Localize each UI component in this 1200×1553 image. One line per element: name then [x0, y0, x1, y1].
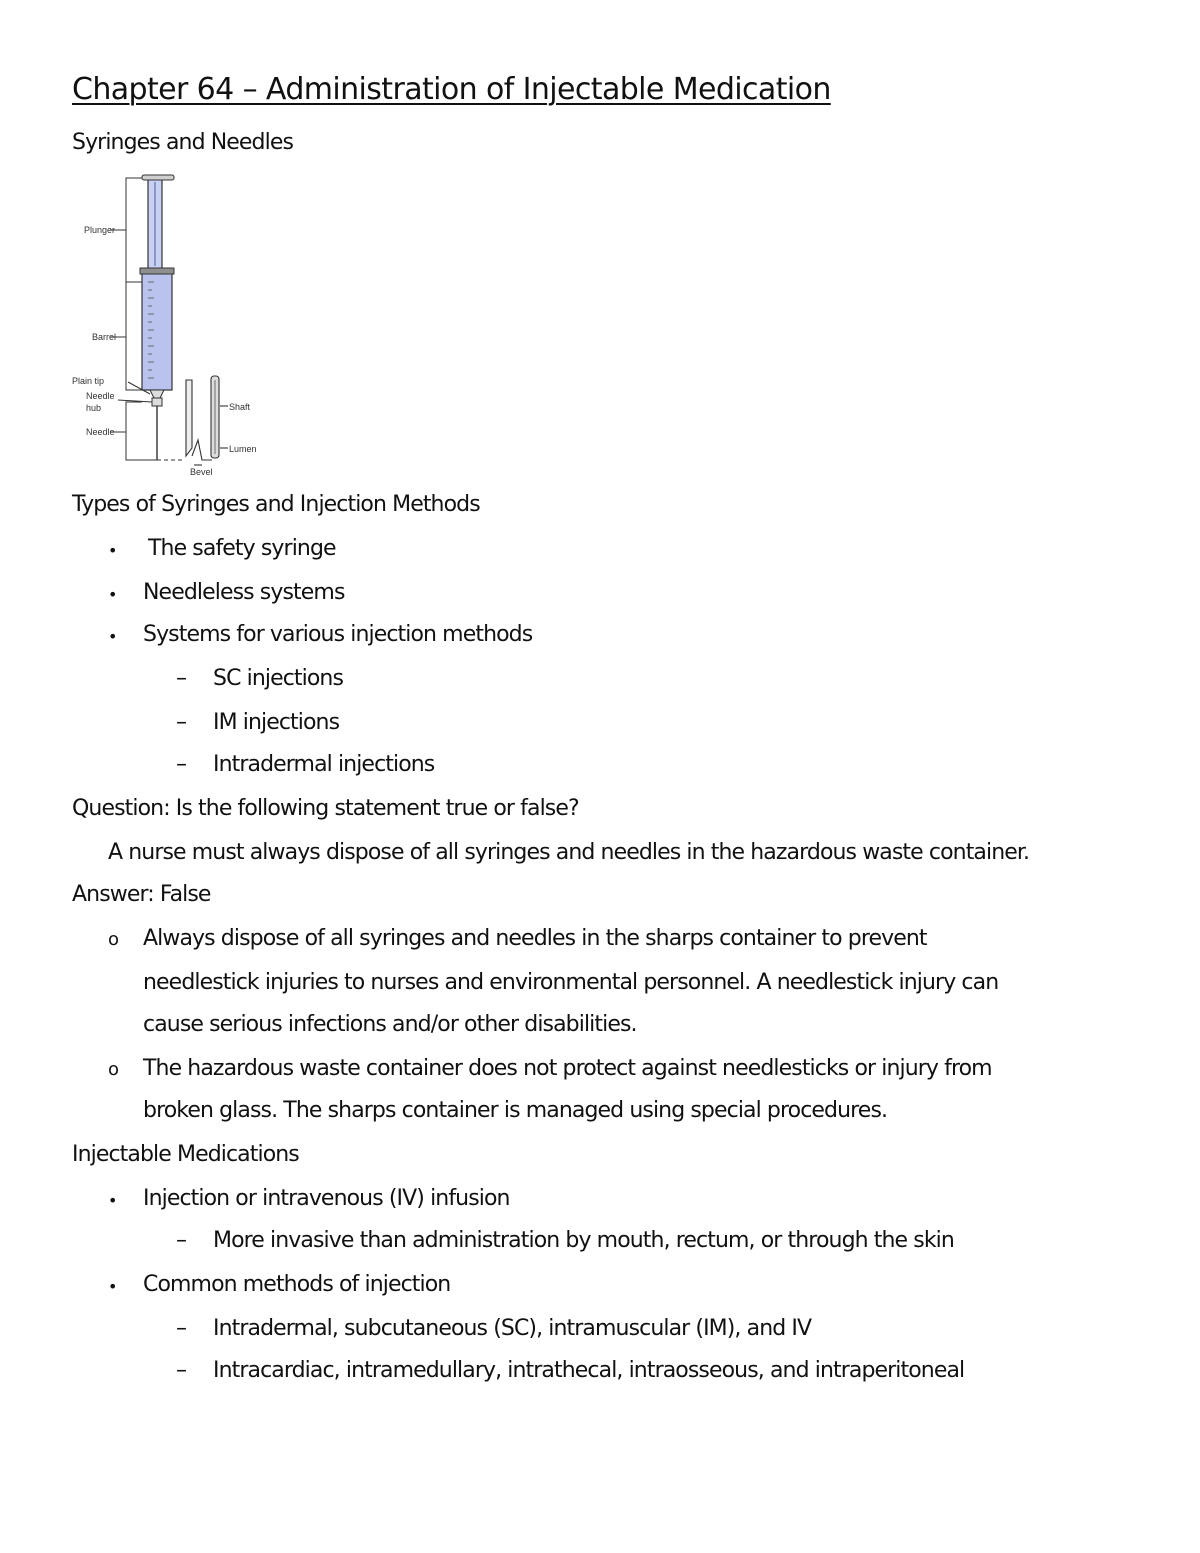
statement-text: A nurse must always dispose of all syringes and needles in the hazardous waste container. — [108, 840, 1030, 865]
label-plain-tip: Plain tip — [72, 376, 105, 386]
bullet-marker: • — [108, 627, 118, 646]
bullet-marker: • — [108, 585, 118, 604]
list-item-method-3: Intradermal injections — [213, 752, 435, 777]
list-item-types-1: The safety syringe — [148, 536, 336, 561]
dash-marker: – — [176, 1358, 187, 1383]
circle-bullet-marker: o — [108, 929, 120, 950]
list-item-types-3: Systems for various injection methods — [143, 622, 533, 647]
explanation-2-line-2: broken glass. The sharps container is managed using special procedures. — [143, 1098, 888, 1123]
section-heading-injectable: Injectable Medications — [72, 1142, 299, 1167]
label-shaft: Shaft — [229, 402, 251, 412]
explanation-2-line-1: The hazardous waste container does not protect against needlesticks or injury from — [143, 1056, 992, 1081]
list-item-injectable-1: Injection or intravenous (IV) infusion — [143, 1186, 510, 1211]
explanation-1-line-3: cause serious infections and/or other disabilities. — [143, 1012, 637, 1037]
list-item-injectable-2: Common methods of injection — [143, 1272, 451, 1297]
answer-text: Answer: False — [72, 882, 211, 907]
bullet-marker: • — [108, 541, 118, 560]
circle-bullet-marker: o — [108, 1059, 120, 1080]
question-text: Question: Is the following statement true or false? — [72, 796, 579, 821]
dash-marker: – — [176, 666, 187, 691]
list-item-method-2: IM injections — [213, 710, 340, 735]
section-heading-types: Types of Syringes and Injection Methods — [72, 492, 480, 517]
label-needle: Needle — [86, 427, 115, 437]
dash-marker: – — [176, 752, 187, 777]
list-item-injectable-1-sub: More invasive than administration by mouth, rectum, or through the skin — [213, 1228, 954, 1253]
label-lumen: Lumen — [229, 444, 257, 454]
bullet-marker: • — [108, 1191, 118, 1210]
list-item-method-1: SC injections — [213, 666, 344, 691]
label-needle-hub-1: Needle — [86, 391, 115, 401]
bullet-marker: • — [108, 1277, 118, 1296]
dash-marker: – — [176, 710, 187, 735]
section-heading-syringes: Syringes and Needles — [72, 130, 294, 155]
list-item-types-2: Needleless systems — [143, 580, 345, 605]
dash-marker: – — [176, 1316, 187, 1341]
page-title: Chapter 64 – Administration of Injectable Medication — [72, 72, 831, 107]
syringe-barrel — [142, 270, 172, 390]
label-barrel: Barrel — [92, 332, 117, 342]
syringe-diagram — [68, 170, 268, 480]
label-bevel: Bevel — [190, 467, 213, 477]
list-item-injectable-2-sub-1: Intradermal, subcutaneous (SC), intramuscular (IM), and IV — [213, 1316, 812, 1341]
label-needle-hub-2: hub — [86, 403, 102, 413]
explanation-1-line-2: needlestick injuries to nurses and environmental personnel. A needlestick injury can — [143, 970, 999, 995]
dash-marker: – — [176, 1228, 187, 1253]
explanation-1-line-1: Always dispose of all syringes and needles in the sharps container to prevent — [143, 926, 927, 951]
list-item-injectable-2-sub-2: Intracardiac, intramedullary, intrathecal, intraosseous, and intraperitoneal — [213, 1358, 965, 1383]
label-plunger: Plunger — [84, 225, 116, 235]
plunger-top — [142, 175, 174, 180]
needle-hub — [152, 398, 162, 406]
